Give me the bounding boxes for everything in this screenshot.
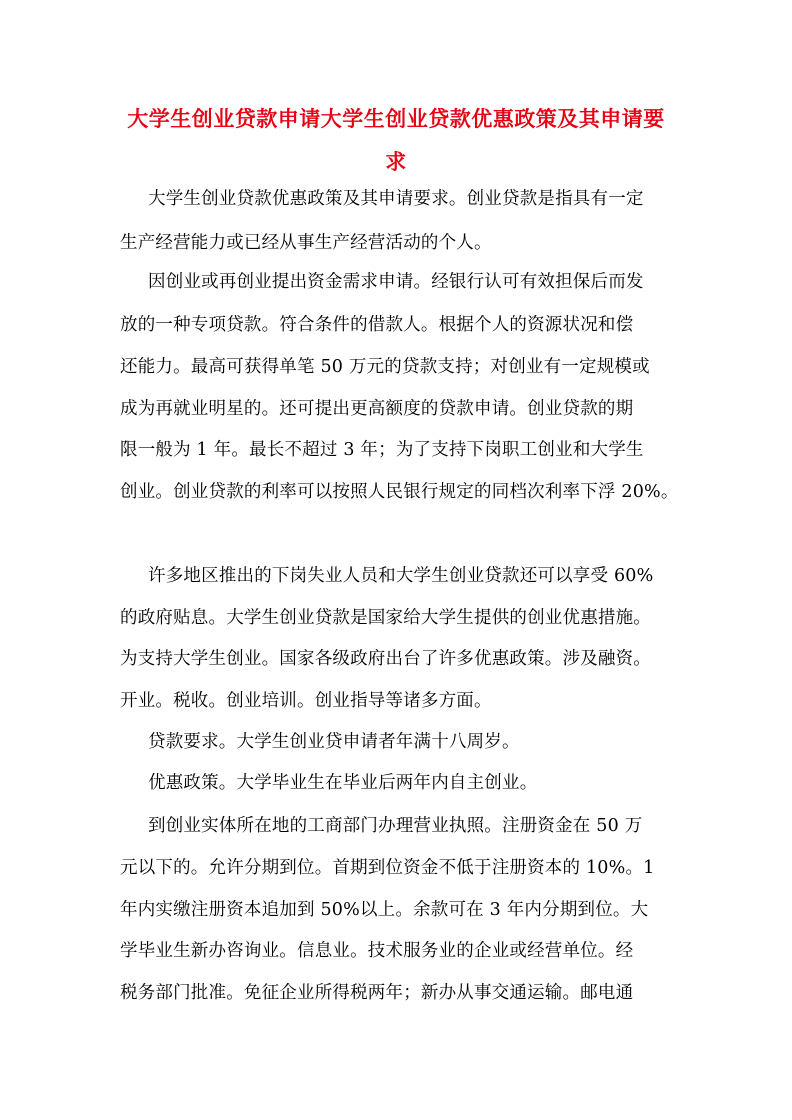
paragraph-line: 优惠政策。大学毕业生在毕业后两年内自主创业。 — [148, 773, 538, 793]
paragraph-line: 限一般为 1 年。最长不超过 3 年；为了支持下岗职工创业和大学生 — [120, 440, 644, 460]
paragraph-line: 年内实缴注册资本追加到 50%以上。余款可在 3 年内分期到位。大 — [120, 900, 649, 920]
paragraph-line: 贷款要求。大学生创业贷申请者年满十八周岁。 — [148, 732, 520, 752]
paragraph-line: 许多地区推出的下岗失业人员和大学生创业贷款还可以享受 60% — [148, 566, 654, 586]
paragraph-line: 学毕业生新办咨询业。信息业。技术服务业的企业或经营单位。经 — [120, 941, 634, 961]
paragraph-line: 大学生创业贷款优惠政策及其申请要求。创业贷款是指具有一定 — [148, 189, 644, 209]
paragraph-line: 开业。税收。创业培训。创业指导等诸多方面。 — [120, 691, 492, 711]
paragraph-line: 到创业实体所在地的工商部门办理营业执照。注册资金在 50 万 — [148, 816, 643, 836]
paragraph-line: 的政府贴息。大学生创业贷款是国家给大学生提供的创业优惠措施。 — [120, 608, 651, 628]
paragraph-line: 还能力。最高可获得单笔 50 万元的贷款支持；对创业有一定规模或 — [120, 357, 650, 377]
paragraph-line: 因创业或再创业提出资金需求申请。经银行认可有效担保后而发 — [148, 272, 644, 292]
paragraph-line: 放的一种专项贷款。符合条件的借款人。根据个人的资源状况和偿 — [120, 315, 634, 335]
document-title-line-2: 求 — [385, 149, 407, 174]
paragraph-line: 元以下的。允许分期到位。首期到位资金不低于注册资本的 10%。1 — [120, 858, 655, 878]
paragraph-line: 创业。创业贷款的利率可以按照人民银行规定的同档次利率下浮 20%。 — [120, 482, 679, 502]
paragraph-line: 生产经营能力或已经从事生产经营活动的个人。 — [120, 233, 492, 253]
document-title-line-1: 大学生创业贷款申请大学生创业贷款优惠政策及其申请要 — [127, 106, 665, 131]
paragraph-line: 税务部门批准。免征企业所得税两年；新办从事交通运输。邮电通 — [120, 983, 634, 1003]
paragraph-line: 为支持大学生创业。国家各级政府出台了许多优惠政策。涉及融资。 — [120, 649, 651, 669]
paragraph-line: 成为再就业明星的。还可提出更高额度的贷款申请。创业贷款的期 — [120, 399, 634, 419]
